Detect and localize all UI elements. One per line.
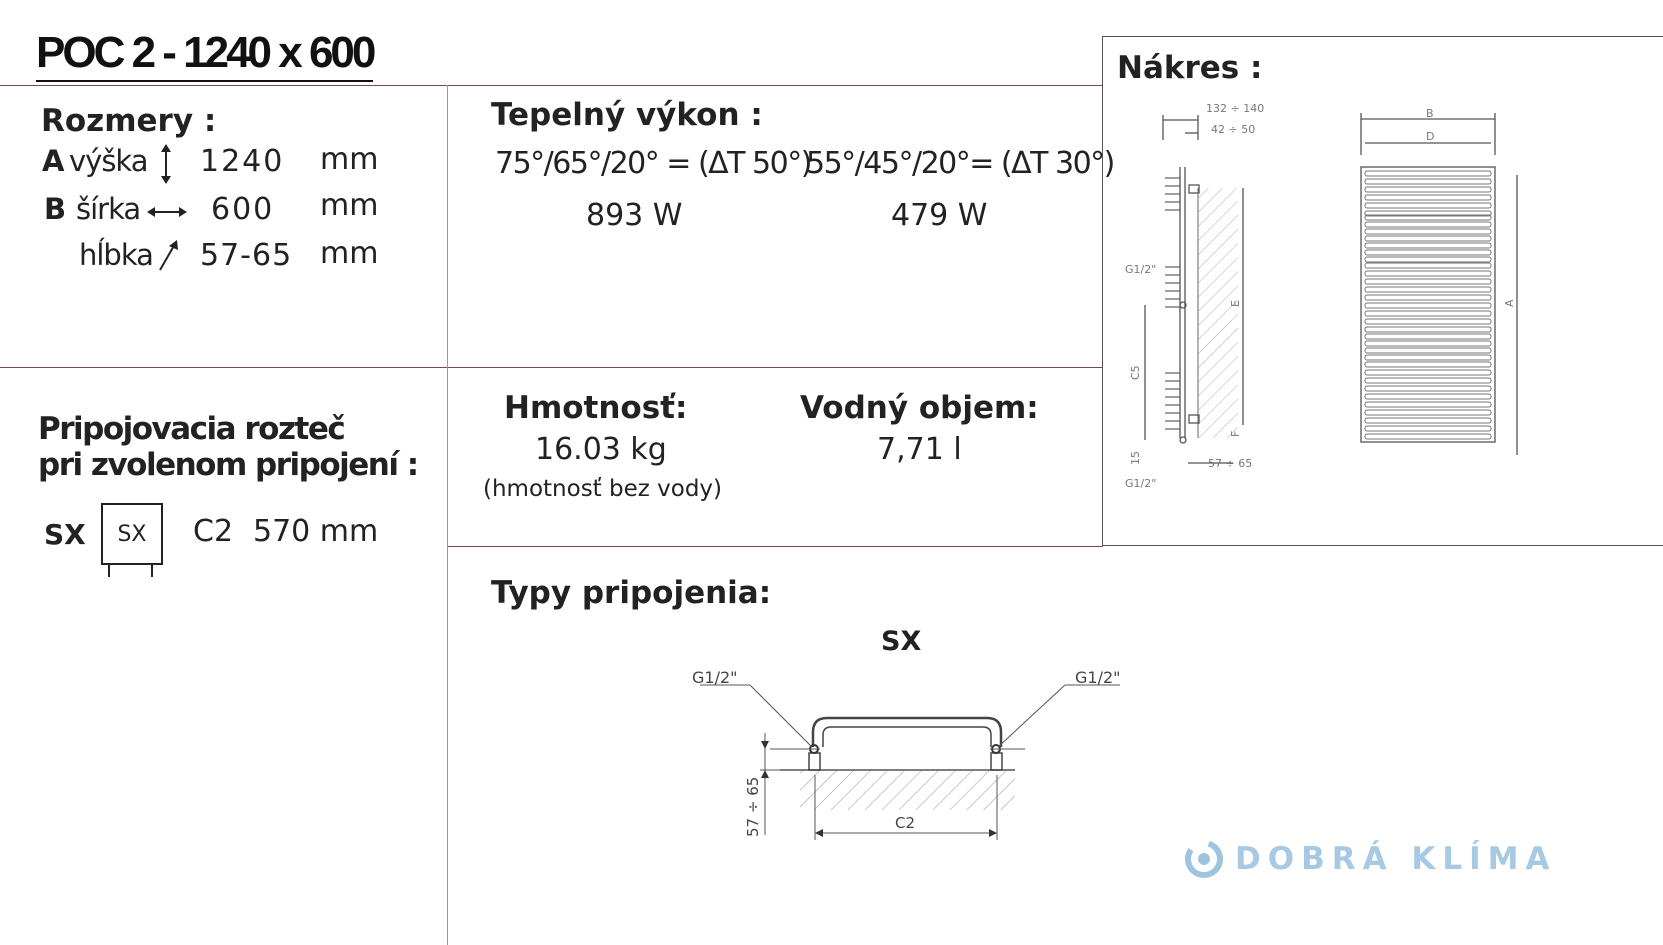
radiator-bar [1365,402,1491,407]
radiator-bar [1365,341,1491,346]
dimension-value: 57-65 [200,238,293,273]
connection-c-label: C2 [193,514,234,549]
types-g-left: G1/2" [692,668,738,687]
radiator-bar [1365,327,1491,332]
types-c2: C2 [895,814,916,832]
radiator-bar [1365,355,1491,360]
front-view-bars [1365,171,1491,439]
page-title: POC 2 - 1240 x 600 [36,28,373,82]
drawing-depth: 57 ÷ 65 [1208,457,1253,470]
dimension-unit: mm [320,142,379,177]
technical-drawing [1103,95,1543,505]
water-heading: Vodný objem: [800,390,1039,426]
divider-lower [447,546,1103,547]
radiator-bar [1365,179,1491,184]
dimension-letter: A [42,144,65,178]
radiator-bar [1365,334,1491,339]
brand-swirl-icon [1183,838,1225,880]
radiator-bar [1365,187,1491,192]
drawing-heading: Nákres : [1117,50,1263,86]
connection-box-label: SX [117,521,147,547]
thermal-condition-1: 75°/65°/20° = (ΔT 50°) [495,146,811,181]
dimension-label: výška [69,144,148,178]
types-sx-label: SX [881,626,922,657]
vertical-arrow-icon [157,144,175,184]
drawing-g-label-top: G1/2" [1125,263,1157,276]
divider-top [0,85,1103,86]
dimension-unit: mm [320,188,379,223]
drawing-c5: C5 [1129,365,1142,380]
dimensions-heading: Rozmery : [41,103,217,139]
radiator-bar [1365,370,1491,375]
dimension-value: 600 [211,192,275,227]
thermal-condition-2: 55°/45°/20°= (ΔT 30°) [806,146,1114,181]
radiator-bar [1365,243,1491,248]
thermal-heading: Tepelný výkon : [491,97,763,133]
dimension-label: hĺbka [79,238,153,272]
drawing-b: B [1426,107,1434,120]
drawing-dim-top1: 132 ÷ 140 [1206,102,1265,115]
types-heading: Typy pripojenia: [491,575,772,611]
connection-c-value: 570 mm [253,514,379,549]
thermal-value-2: 479 W [891,198,988,233]
radiator-bar [1365,287,1491,292]
radiator-bar [1365,271,1491,276]
drawing-g-label-bottom: G1/2" [1125,477,1157,490]
radiator-bar [1365,222,1491,227]
radiator-bar [1365,362,1491,367]
connection-heading-line1: Pripojovacia rozteč [38,411,345,447]
radiator-bar [1365,410,1491,415]
dimension-value: 1240 [200,144,285,179]
side-view [1145,115,1243,463]
connection-heading-line2: pri zvolenom pripojení : [38,447,418,483]
thermal-value-1: 893 W [586,198,683,233]
types-depth: 57 ÷ 65 [744,776,762,837]
radiator-bar [1365,257,1491,262]
radiator-bar [1365,394,1491,399]
drawing-dim-top2: 42 ÷ 50 [1211,123,1256,136]
radiator-bar [1365,236,1491,241]
diagonal-arrow-icon [156,238,180,274]
radiator-bar [1365,386,1491,391]
radiator-bar [1365,279,1491,284]
dimension-row-depth [44,238,444,282]
radiator-bar [1365,295,1491,300]
drawing-e: E [1229,300,1242,307]
radiator-bar [1365,348,1491,353]
drawing-f: F [1229,430,1242,437]
dimension-letter: B [44,192,67,226]
drawing-a: A [1503,299,1516,307]
radiator-bar [1365,195,1491,200]
weight-value: 16.03 kg [535,432,667,467]
radiator-bar [1365,311,1491,316]
radiator-bar [1365,426,1491,431]
radiator-bar [1365,319,1491,324]
types-g-right: G1/2" [1075,668,1121,687]
radiator-bar [1365,418,1491,423]
radiator-bar [1365,263,1491,268]
divider-vertical [447,85,448,945]
radiator-bar [1365,303,1491,308]
horizontal-arrow-icon [147,204,187,220]
radiator-bar [1365,327,1491,332]
radiator-bar [1365,203,1491,208]
radiator-bar [1365,171,1491,176]
drawing-d: D [1426,130,1435,143]
dimension-row-width [44,188,444,236]
water-value: 7,71 l [877,432,962,467]
weight-heading: Hmotnosť: [504,390,688,426]
radiator-bar [1365,434,1491,439]
radiator-bar [1365,378,1491,383]
weight-note: (hmotnosť bez vody) [483,476,723,502]
connection-diagram [680,655,1140,855]
dimension-row-height [42,144,442,188]
connection-type: SX [44,518,86,551]
dimension-label: šírka [76,192,141,226]
brand-name: DOBRÁ KLÍMA [1235,841,1557,877]
radiator-bar [1365,250,1491,255]
connection-box [101,503,163,565]
radiator-bar [1365,229,1491,234]
divider-middle [0,367,1103,368]
brand-logo [1183,838,1557,880]
dimension-unit: mm [320,236,379,271]
connection-pipe-left [108,563,110,577]
drawing-15: 15 [1129,451,1142,465]
connection-pipe-right [151,563,153,577]
